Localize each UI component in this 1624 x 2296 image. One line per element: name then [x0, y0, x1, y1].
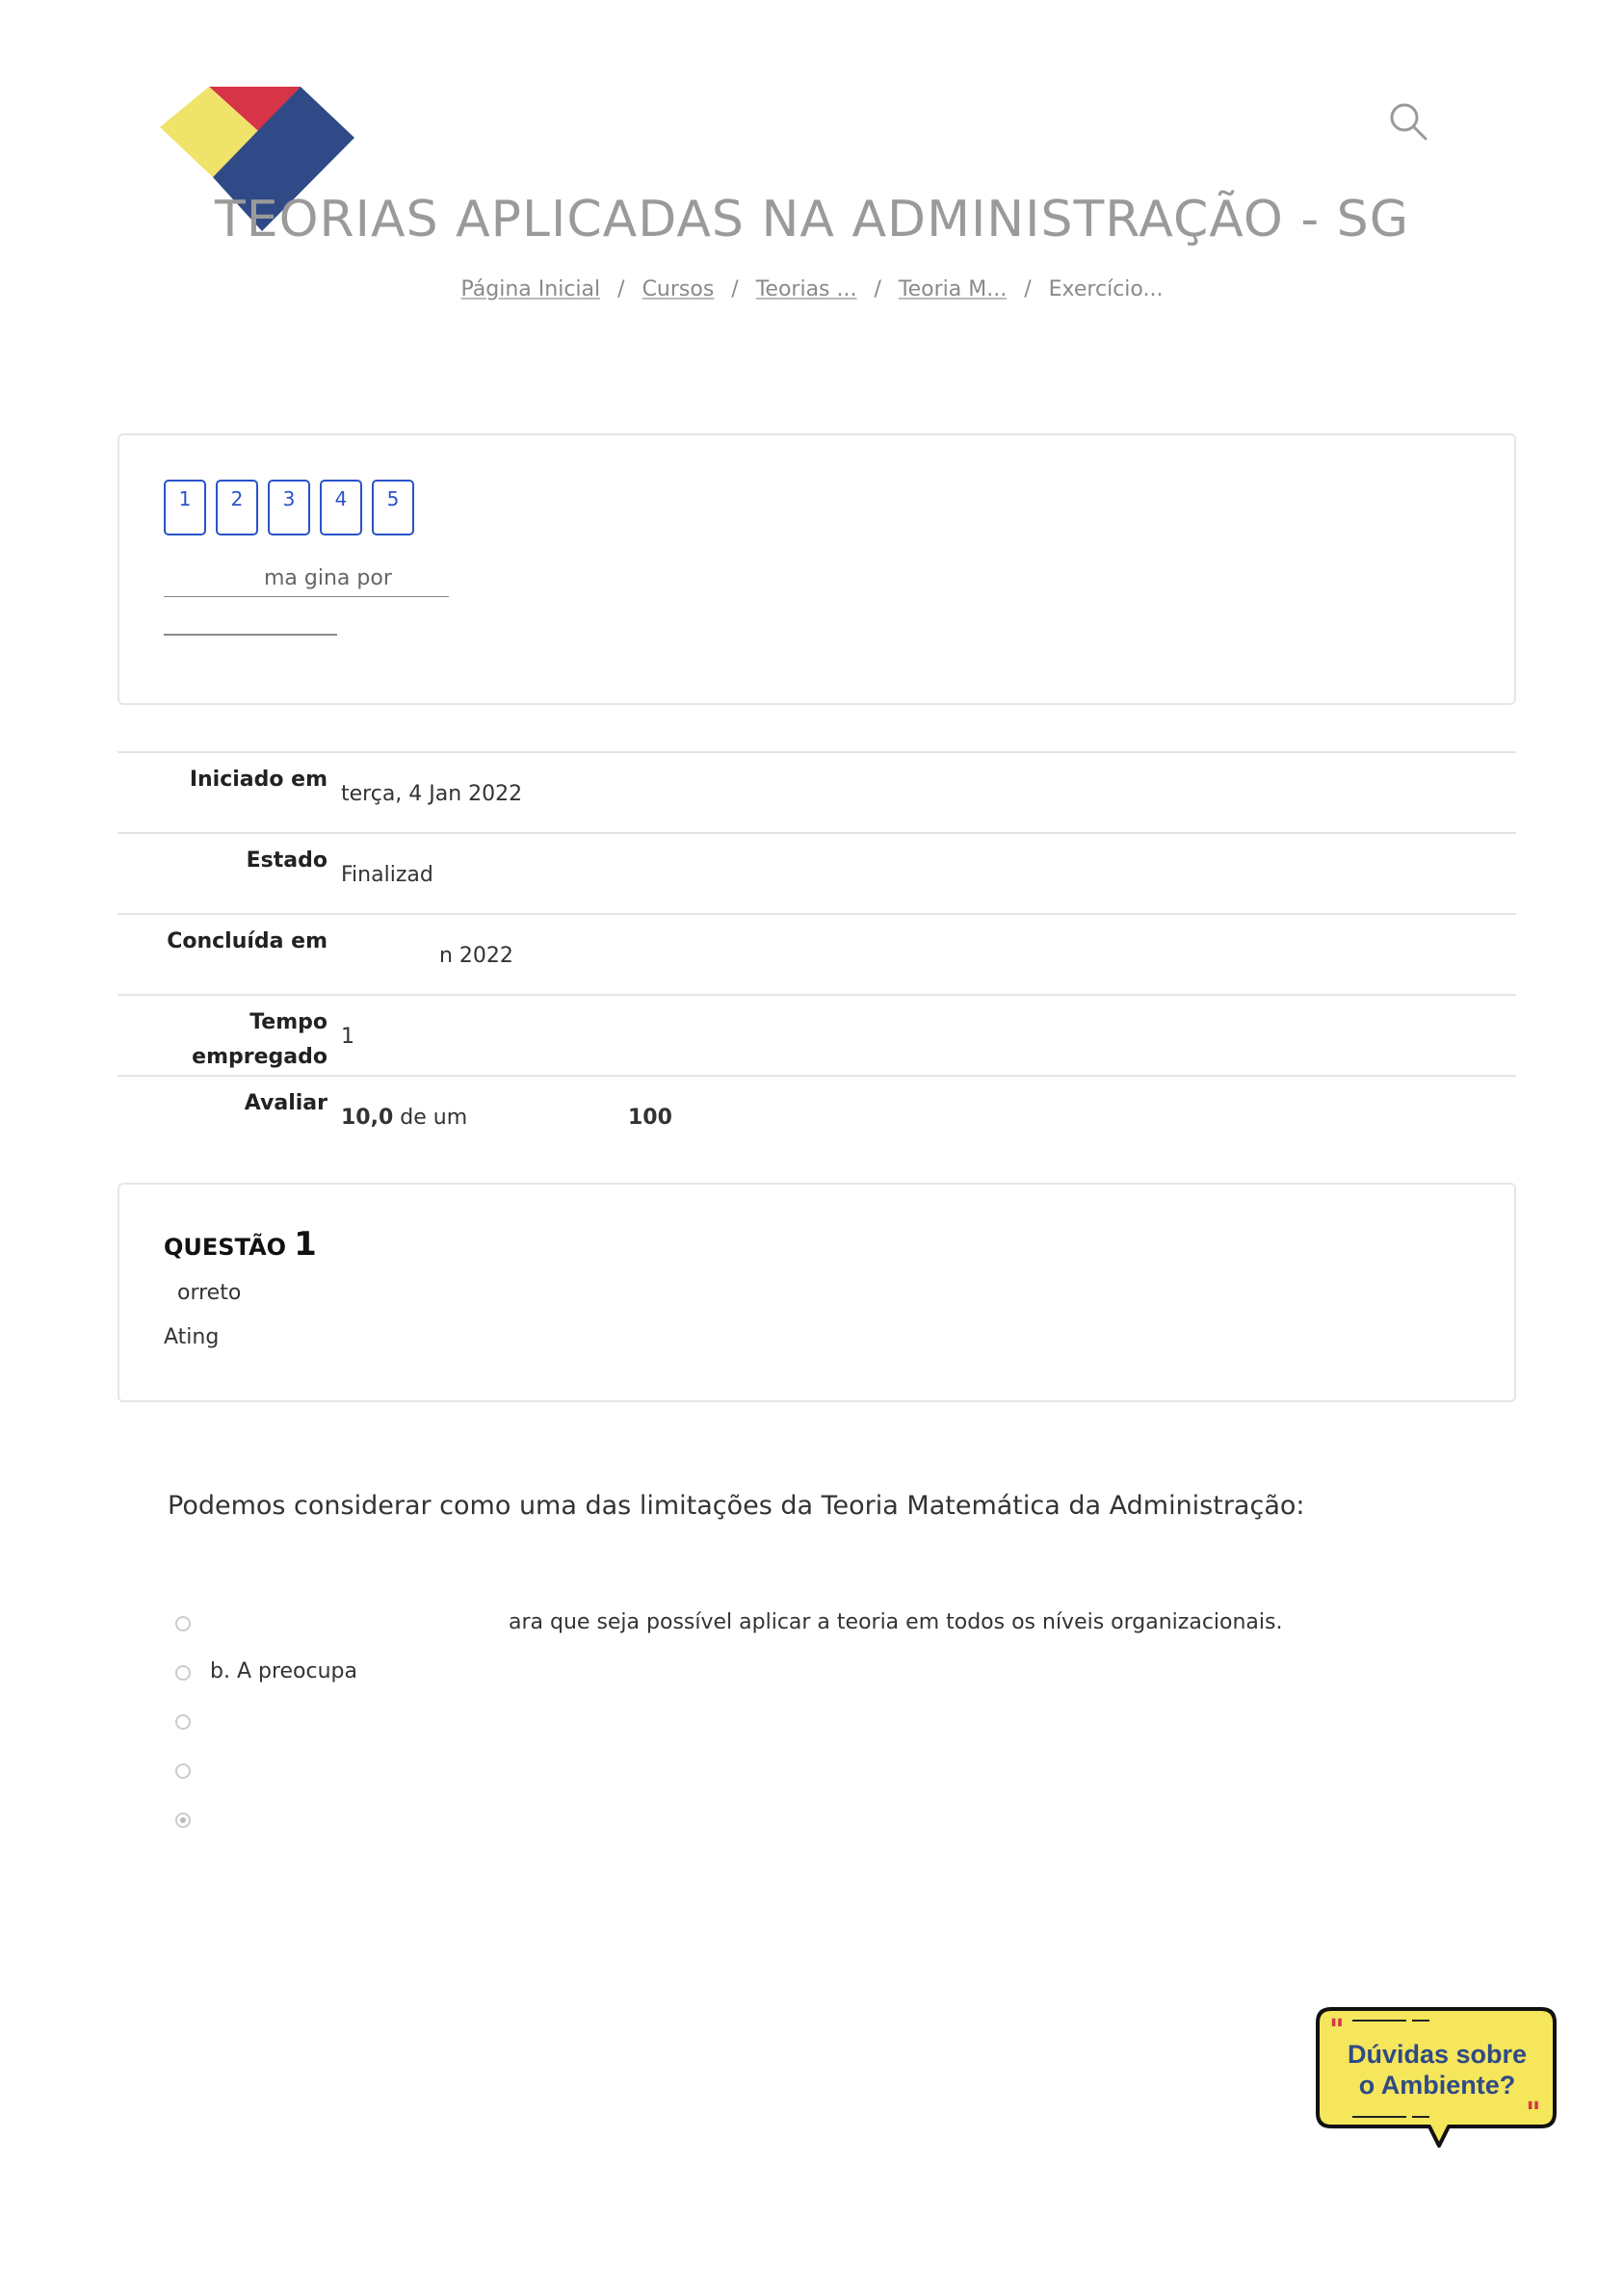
svg-text:": ": [1329, 2014, 1345, 2048]
breadcrumb: Página Inicial / Cursos / Teorias ... / Teoria M... / Exercício...: [460, 277, 1164, 301]
summary-row-grade: [118, 1075, 1516, 1160]
summary-row-state: [118, 832, 1516, 913]
summary-value: n 2022: [439, 944, 513, 968]
help-bubble-line2: o Ambiente?: [1358, 2071, 1516, 2100]
summary-label: Avaliar: [244, 1091, 327, 1115]
summary-value: terça, 4 Jan 2022: [341, 782, 523, 806]
finish-review-link[interactable]: [164, 634, 337, 636]
summary-value: [341, 1106, 467, 1130]
summary-row-started: [118, 751, 1516, 832]
search-icon[interactable]: [1387, 100, 1429, 143]
answer-option-text: ara que seja possível aplicar a teoria em todos os níveis organizacionais.: [509, 1610, 1283, 1634]
breadcrumb-section[interactable]: Teoria M...: [898, 277, 1008, 301]
radio-button-selected[interactable]: [175, 1813, 191, 1828]
question-nav-button-2[interactable]: 2: [216, 480, 258, 535]
question-text: Podemos considerar como uma das limitações da Teoria Matemática da Administração:: [168, 1491, 1305, 1521]
breadcrumb-current: Exercício...: [1048, 277, 1164, 301]
svg-text:": ": [1526, 2097, 1541, 2130]
breadcrumb-course[interactable]: Teorias ...: [755, 277, 857, 301]
course-title: TEORIAS APLICADAS NA ADMINISTRAÇÃO - SG: [214, 191, 1409, 248]
question-nav-button-1[interactable]: 1: [164, 480, 206, 535]
grade-text: de um: [400, 1106, 468, 1130]
summary-label: Estado: [246, 848, 327, 873]
summary-value: Finalizad: [341, 863, 433, 887]
question-info: [118, 1183, 1516, 1402]
radio-button[interactable]: [175, 1665, 191, 1681]
summary-label: Iniciado em: [189, 768, 327, 792]
question-label: [164, 1225, 317, 1264]
answer-option-text: b. A preocupa: [210, 1659, 358, 1683]
radio-button[interactable]: [175, 1763, 191, 1779]
help-bubble-line1: Dúvidas sobre: [1347, 2040, 1528, 2069]
quiz-navigation: [118, 433, 1516, 705]
summary-value: 1: [341, 1025, 354, 1049]
summary-label: Concluída em: [167, 929, 327, 953]
show-one-page-link[interactable]: ma gina por: [164, 566, 449, 597]
breadcrumb-courses[interactable]: Cursos: [642, 277, 715, 301]
help-bubble-button[interactable]: [1316, 2007, 1557, 2161]
question-nav-button-3[interactable]: 3: [268, 480, 310, 535]
question-mark: Ating: [164, 1325, 220, 1349]
summary-row-completed: [118, 913, 1516, 994]
summary-row-time: [118, 994, 1516, 1075]
question-status: orreto: [177, 1281, 242, 1305]
question-number: 1: [294, 1225, 317, 1264]
radio-button[interactable]: [175, 1616, 191, 1631]
summary-label: Tempo empregado: [192, 1010, 327, 1069]
attempt-summary: [118, 751, 1516, 1160]
radio-button[interactable]: [175, 1714, 191, 1730]
question-nav-button-4[interactable]: 4: [320, 480, 362, 535]
breadcrumb-home[interactable]: Página Inicial: [460, 277, 601, 301]
question-nav-button-5[interactable]: 5: [372, 480, 414, 535]
question-label-text: QUESTÃO: [164, 1234, 287, 1261]
grade-score: 10,0: [341, 1106, 394, 1130]
grade-max: 100: [628, 1106, 672, 1130]
